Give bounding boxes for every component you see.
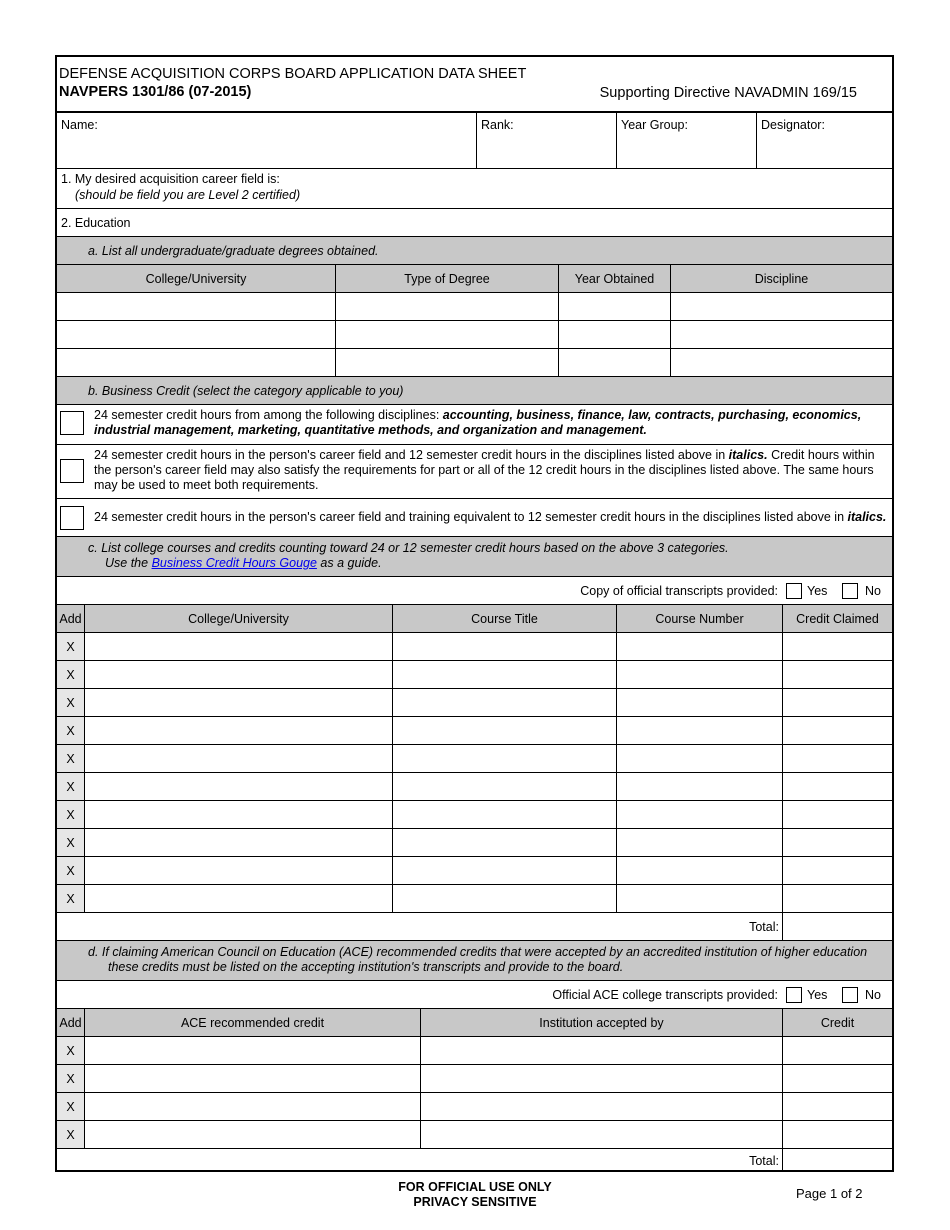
courses-total-row: [57, 913, 892, 941]
form-number: NAVPERS 1301/86 (07-2015): [59, 84, 252, 100]
course-add-mark[interactable]: X: [57, 885, 85, 912]
ace-transcripts-yes-checkbox[interactable]: [786, 987, 802, 1003]
course-cell[interactable]: [616, 885, 782, 912]
degrees-table-header: [57, 265, 892, 293]
application-form: [55, 55, 894, 1172]
course-add-mark[interactable]: X: [57, 773, 85, 800]
course-cell[interactable]: [85, 773, 392, 800]
degree-cell[interactable]: [57, 349, 335, 376]
course-cell[interactable]: [782, 633, 892, 660]
career-field-row[interactable]: [57, 169, 892, 209]
course-add-mark[interactable]: X: [57, 661, 85, 688]
ace-transcripts-no-checkbox[interactable]: [842, 987, 858, 1003]
courses-table-header: [57, 605, 892, 633]
ace-total-row: [57, 1149, 892, 1172]
degree-col-discipline: Discipline: [670, 265, 892, 292]
course-add-mark[interactable]: X: [57, 857, 85, 884]
year-group-label: Year Group:: [621, 118, 688, 132]
course-row: [57, 661, 892, 689]
ace-heading-line2: these credits must be listed on the accepting institution's transcripts and provide to the board.: [108, 960, 624, 974]
course-row: [57, 857, 892, 885]
course-cell[interactable]: [392, 717, 616, 744]
education-heading: 2. Education: [57, 209, 892, 237]
course-cell[interactable]: [616, 829, 782, 856]
ace-cell[interactable]: [85, 1093, 420, 1120]
ace-transcripts-yes-label: Yes: [807, 988, 828, 1002]
option-1-checkbox[interactable]: [60, 411, 84, 435]
transcripts-no-checkbox[interactable]: [842, 583, 858, 599]
option-3-text: 24 semester credit hours in the person's career field and training equivalent to 12 semester credit hours in the disciplines listed above in italics.: [94, 510, 887, 524]
ace-row: [57, 1121, 892, 1149]
degree-row: [57, 321, 892, 349]
ace-add-mark[interactable]: X: [57, 1037, 85, 1064]
ace-total-input[interactable]: [782, 1149, 892, 1172]
course-cell[interactable]: [85, 885, 392, 912]
degree-col-type: Type of Degree: [335, 265, 558, 292]
course-cell[interactable]: [782, 857, 892, 884]
ace-cell[interactable]: [85, 1065, 420, 1092]
transcripts-yes-checkbox[interactable]: [786, 583, 802, 599]
ace-col-institution: Institution accepted by: [420, 1009, 782, 1036]
courses-total-label: Total:: [749, 920, 779, 934]
business-credit-option-3: [57, 499, 892, 537]
course-add-mark[interactable]: X: [57, 829, 85, 856]
degree-cell[interactable]: [335, 321, 558, 348]
course-row: [57, 745, 892, 773]
course-cell[interactable]: [85, 745, 392, 772]
business-credit-hours-gouge-link[interactable]: Business Credit Hours Gouge: [151, 556, 317, 570]
course-cell[interactable]: [782, 745, 892, 772]
option-2-text: 24 semester credit hours in the person's career field and 12 semester credit hours in the disciplines listed above in italics. Credit hours within the person's career field may also satisfy the requirements for part or all of the 12 credit hours in the disciplines listed above. The same hours may be used to meet both requirements.: [94, 448, 875, 492]
course-cell[interactable]: [85, 829, 392, 856]
ace-transcripts-row: [57, 981, 892, 1009]
course-col-credit: Credit Claimed: [782, 605, 892, 632]
ace-col-credit-name: ACE recommended credit: [180, 1015, 325, 1030]
ace-cell[interactable]: [420, 1093, 782, 1120]
course-cell[interactable]: [782, 717, 892, 744]
transcripts-no-label: No: [865, 584, 881, 598]
course-row: [57, 689, 892, 717]
course-add-mark[interactable]: X: [57, 633, 85, 660]
course-cell[interactable]: [616, 745, 782, 772]
year-group-field[interactable]: [616, 113, 756, 168]
course-cell[interactable]: [782, 885, 892, 912]
course-add-mark[interactable]: X: [57, 689, 85, 716]
course-cell[interactable]: [392, 745, 616, 772]
business-credit-option-1: [57, 405, 892, 445]
ace-cell[interactable]: [420, 1121, 782, 1148]
option-3-checkbox[interactable]: [60, 506, 84, 530]
ace-cell[interactable]: [782, 1121, 892, 1148]
ace-cell[interactable]: [420, 1037, 782, 1064]
course-add-mark[interactable]: X: [57, 745, 85, 772]
degree-cell[interactable]: [670, 321, 892, 348]
page-number: Page 1 of 2: [796, 1186, 863, 1201]
course-cell[interactable]: [616, 689, 782, 716]
course-cell[interactable]: [392, 633, 616, 660]
rank-label: Rank:: [481, 118, 514, 132]
name-label: Name:: [61, 118, 98, 132]
course-cell[interactable]: [782, 661, 892, 688]
ace-transcripts-label: Official ACE college transcripts provided:: [552, 988, 778, 1002]
ace-row: [57, 1037, 892, 1065]
degree-cell[interactable]: [335, 349, 558, 376]
designator-field[interactable]: [756, 113, 892, 168]
business-credit-option-2: [57, 445, 892, 499]
ace-row: [57, 1065, 892, 1093]
form-title: DEFENSE ACQUISITION CORPS BOARD APPLICATION DATA SHEET: [59, 66, 527, 82]
course-col-number: Course Number: [616, 605, 782, 632]
course-cell[interactable]: [782, 773, 892, 800]
degree-row: [57, 293, 892, 321]
identity-row: [57, 113, 892, 169]
name-field[interactable]: [57, 113, 476, 168]
directive-reference: Supporting Directive NAVADMIN 169/15: [599, 85, 857, 101]
ace-total-label: Total:: [749, 1154, 779, 1168]
ace-table-header: [57, 1009, 892, 1037]
course-cell[interactable]: [782, 829, 892, 856]
ace-transcripts-no-label: No: [865, 988, 881, 1002]
ace-heading: [57, 941, 892, 981]
ace-add-mark[interactable]: X: [57, 1065, 85, 1092]
courses-total-input[interactable]: [782, 913, 892, 940]
course-cell[interactable]: [85, 717, 392, 744]
course-col-title: Course Title: [392, 605, 616, 632]
option-1-text: 24 semester credit hours from among the following disciplines: accounting, business, finance, law, contracts, purchasing, economics, industrial management, marketing, quantitative methods, and organization and management.: [94, 408, 862, 437]
ace-cell[interactable]: [85, 1121, 420, 1148]
course-row: [57, 801, 892, 829]
course-cell[interactable]: [392, 829, 616, 856]
course-row: [57, 829, 892, 857]
course-cell[interactable]: [782, 801, 892, 828]
degree-cell[interactable]: [558, 349, 670, 376]
footer-privacy: PRIVACY SENSITIVE: [413, 1195, 537, 1209]
degree-cell[interactable]: [57, 293, 335, 320]
option-2-checkbox[interactable]: [60, 459, 84, 483]
course-cell[interactable]: [85, 857, 392, 884]
course-cell[interactable]: [616, 633, 782, 660]
course-col-add: Add: [57, 605, 85, 632]
course-cell[interactable]: [392, 773, 616, 800]
courses-heading: [57, 537, 892, 577]
degree-cell[interactable]: [670, 349, 892, 376]
course-col-college: College/University: [188, 611, 289, 626]
ace-cell[interactable]: [782, 1065, 892, 1092]
course-cell[interactable]: [392, 661, 616, 688]
courses-heading-line1: c. List college courses and credits counting toward 24 or 12 semester credit hours based on the above 3 categories.: [88, 541, 729, 555]
course-add-mark[interactable]: X: [57, 801, 85, 828]
course-cell[interactable]: [616, 661, 782, 688]
career-field-label: 1. My desired acquisition career field is:: [61, 172, 280, 186]
course-cell[interactable]: [85, 661, 392, 688]
ace-add-mark[interactable]: X: [57, 1121, 85, 1148]
career-field-note: (should be field you are Level 2 certified): [75, 188, 301, 202]
degree-cell[interactable]: [558, 321, 670, 348]
degree-col-year: Year Obtained: [558, 265, 670, 292]
degree-cell[interactable]: [335, 293, 558, 320]
course-row: [57, 717, 892, 745]
course-cell[interactable]: [85, 633, 392, 660]
transcripts-label: Copy of official transcripts provided:: [580, 584, 778, 598]
rank-field[interactable]: [476, 113, 616, 168]
form-header: [57, 57, 892, 113]
transcripts-yes-label: Yes: [807, 584, 828, 598]
business-credit-heading: b. Business Credit (select the category applicable to you): [57, 377, 892, 405]
ace-cell[interactable]: [85, 1037, 420, 1064]
degree-cell[interactable]: [670, 293, 892, 320]
ace-col-credit: Credit: [782, 1009, 892, 1036]
course-cell[interactable]: [85, 689, 392, 716]
degree-cell[interactable]: [558, 293, 670, 320]
course-cell[interactable]: [782, 689, 892, 716]
course-cell[interactable]: [392, 689, 616, 716]
ace-cell[interactable]: [782, 1037, 892, 1064]
transcripts-provided-row: [57, 577, 892, 605]
course-add-mark[interactable]: X: [57, 717, 85, 744]
degrees-heading: a. List all undergraduate/graduate degrees obtained.: [57, 237, 892, 265]
ace-col-add: Add: [57, 1009, 85, 1036]
course-cell[interactable]: [616, 857, 782, 884]
ace-row: [57, 1093, 892, 1121]
ace-cell[interactable]: [782, 1093, 892, 1120]
course-row: [57, 633, 892, 661]
ace-heading-line1: d. If claiming American Council on Education (ACE) recommended credits that were accepted by an accredited institution of higher education: [88, 945, 868, 959]
degree-cell[interactable]: [57, 321, 335, 348]
course-row: [57, 885, 892, 913]
ace-add-mark[interactable]: X: [57, 1093, 85, 1120]
course-cell[interactable]: [616, 717, 782, 744]
degree-row: [57, 349, 892, 377]
course-cell[interactable]: [616, 773, 782, 800]
course-cell[interactable]: [616, 801, 782, 828]
course-cell[interactable]: [392, 801, 616, 828]
course-cell[interactable]: [85, 801, 392, 828]
degree-col-college: College/University: [145, 271, 247, 286]
course-row: [57, 773, 892, 801]
ace-cell[interactable]: [420, 1065, 782, 1092]
course-cell[interactable]: [392, 857, 616, 884]
footer-fouo: FOR OFFICIAL USE ONLY: [398, 1180, 552, 1194]
designator-label: Designator:: [761, 118, 825, 132]
courses-heading-line2: Use the Business Credit Hours Gouge as a guide.: [105, 556, 382, 570]
course-cell[interactable]: [392, 885, 616, 912]
